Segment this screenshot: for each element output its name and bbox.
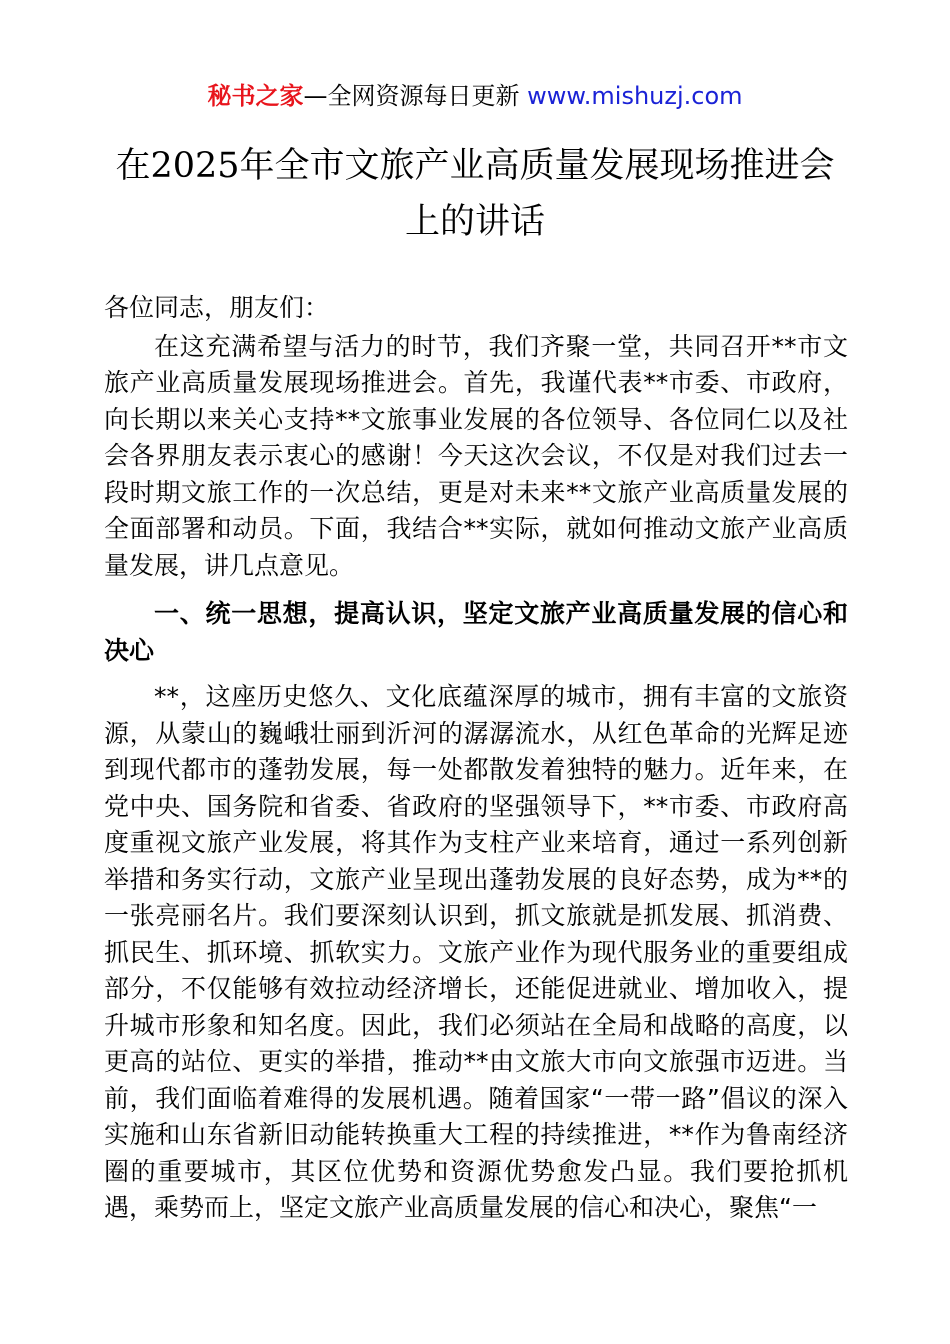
title-rest: 年全市文旅产业高质量发展现场推进会上的讲话 bbox=[239, 146, 835, 242]
site-url-link[interactable]: www.mishuzj.com bbox=[527, 82, 743, 110]
paragraph-section-1: **，这座历史悠久、文化底蕴深厚的城市，拥有丰富的文旅资源，从蒙山的巍峨壮丽到沂河的潺潺流水，从红色革命的光辉足迹到现代都市的蓬勃发展，每一处都散发着独特的魅力。近年来，在党中央、国务院和省委、省政府的坚强领导下，**市委、市政府高度重视文旅产业发展，将其作为支柱产业来培育，通过一系列创新举措和务实行动，文旅产业呈现出蓬勃发展的良好态势，成为**的一张亮丽名片。我们要深刻认识到，抓文旅就是抓发展、抓消费、抓民生、抓环境、抓软实力。文旅产业作为现代服务业的重要组成部分，不仅能够有效拉动经济增长，还能促进就业、增加收入，提升城市形象和知名度。因此，我们必须站在全局和战略的高度，以更高的站位、更实的举措，推动**由文旅大市向文旅强市迈进。当前，我们面临着难得的发展机遇。随着国家“一带一路”倡议的深入实施和山东省新旧动能转换重大工程的持续推进，**作为鲁南经济圈的重要城市，其区位优势和资源优势愈发凸显。我们要抢抓机遇，乘势而上，坚定文旅产业高质量发展的信心和决心，聚焦“一 bbox=[104, 682, 848, 1222]
document-title bbox=[100, 138, 850, 250]
paragraph-intro: 在这充满希望与活力的时节，我们齐聚一堂，共同召开**市文旅产业高质量发展现场推进会。首先，我谨代表**市委、市政府，向长期以来关心支持**文旅事业发展的各位领导、各位同仁以及社会各界朋友表示衷心的感谢！今天这次会议，不仅是对我们过去一段时期文旅工作的一次总结，更是对未来**文旅产业高质量发展的全面部署和动员。下面，我结合**实际，就如何推动文旅产业高质量发展，讲几点意见。 bbox=[104, 331, 848, 580]
site-tagline: —全网资源每日更新 bbox=[303, 82, 520, 110]
title-prefix: 在 bbox=[115, 146, 151, 186]
greeting: 各位同志，朋友们： bbox=[104, 293, 330, 322]
title-year: 2025 bbox=[150, 146, 240, 186]
site-brand: 秘书之家 bbox=[207, 82, 304, 110]
document-body bbox=[104, 290, 848, 1239]
section-heading-1: 一、统一思想，提高认识，坚定文旅产业高质量发展的信心和决心 bbox=[104, 599, 848, 665]
site-header bbox=[0, 80, 950, 112]
